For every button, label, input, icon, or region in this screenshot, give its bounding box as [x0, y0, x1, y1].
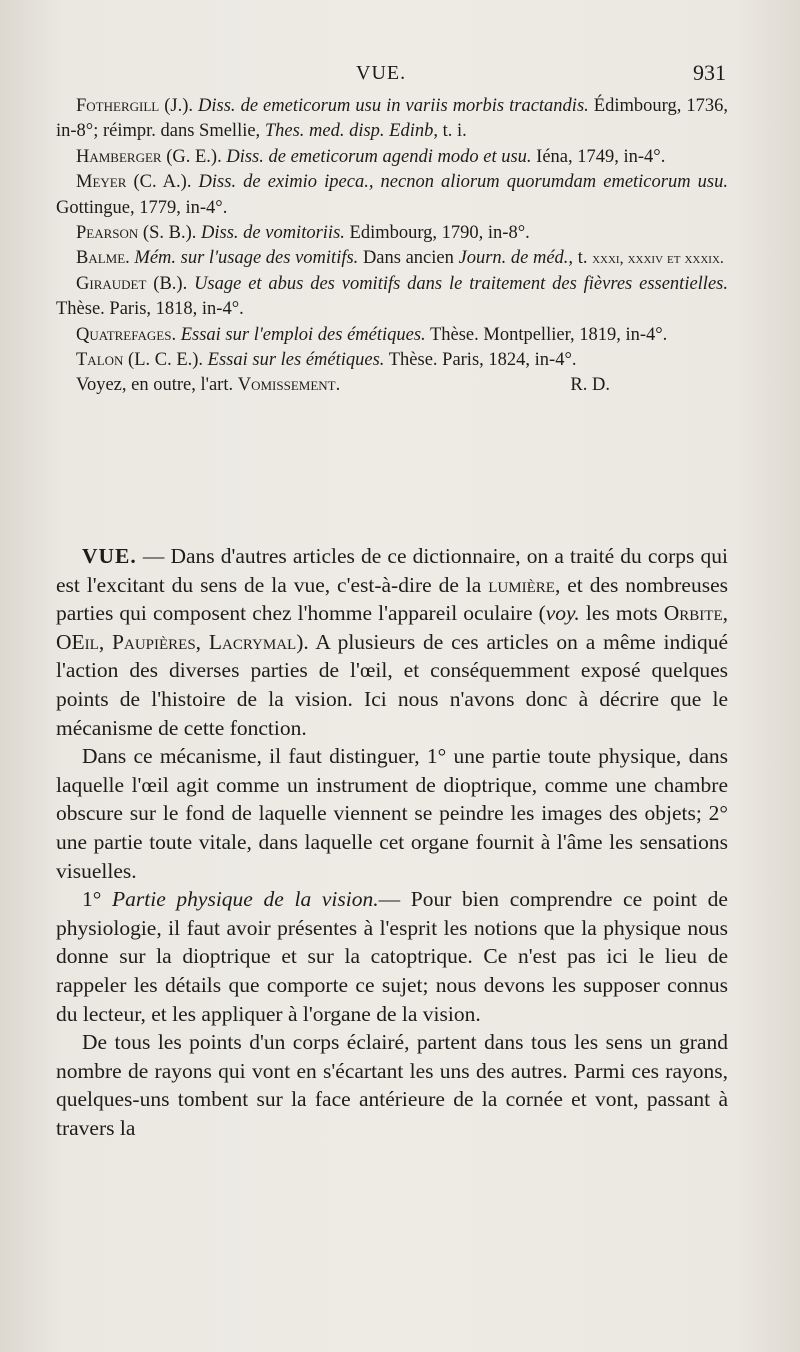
running-head: VUE. [356, 62, 407, 84]
biblio-title: Diss. de eximio ipeca., necnon aliorum quorumdam emeticorum usu. [198, 172, 728, 193]
crossref-intro: Voyez, en outre, l'art. [76, 375, 238, 396]
biblio-title: Mém. sur l'usage des vomitifs. [129, 248, 359, 269]
paragraph-text: — Pour bien comprendre ce point de physiologie, il faut avoir présentes à l'esprit les notions que la physique nous donne sur la dioptrique et sur la catoptrique. Ce n'est pas ici le lieu de rappeler les détails que comporte ce sujet; nous devons les supposer connus du lecteur, et les appliquer à l'organe de la vision. [56, 887, 728, 1026]
paragraph-text: , et des nombreuses parties qui composent chez l'homme l'appareil oculaire ( [56, 572, 728, 626]
article-paragraph-rays: De tous les points d'un corps éclairé, partent dans tous les sens un grand nombre de rayons qui vont en s'écartant les uns des autres. Parmi ces rayons, quelques-uns tombent sur la face antérieure de la cornée et vont, passant à travers la [56, 1030, 728, 1140]
biblio-initials: (B.). [146, 273, 195, 294]
article-headword: VUE. [82, 544, 137, 568]
section-number: 1° [82, 887, 113, 912]
biblio-details: Dans ancien [358, 248, 459, 269]
biblio-entry-giraudet [56, 272, 728, 323]
crossref-list: Orbite, OEil, Paupières, Lacrymal [56, 601, 728, 654]
biblio-author: Meyer [76, 172, 127, 193]
biblio-initials: (G. E.). [161, 146, 227, 167]
biblio-title: Essai sur les émétiques. [207, 350, 385, 371]
biblio-author: Giraudet [76, 273, 147, 294]
biblio-initials: (L. C. E.). [123, 350, 208, 371]
biblio-initials: (J.). [159, 96, 199, 116]
biblio-author: Quatrefages. [76, 324, 177, 345]
page-number: 931 [693, 60, 726, 85]
biblio-title-secondary: Thes. med. disp. Edinb [264, 121, 434, 142]
biblio-initials: (C. A.). [126, 172, 199, 193]
biblio-author: Pearson [76, 223, 139, 244]
biblio-title-secondary: Journ. de méd., [458, 248, 574, 269]
bibliography [56, 94, 728, 399]
biblio-details: , t. i. [433, 121, 467, 142]
biblio-details: Iéna, 1749, in-4°. [531, 146, 666, 167]
biblio-author: Talon [76, 350, 124, 371]
biblio-author: Balme. [76, 248, 130, 269]
biblio-author: Fothergill [76, 96, 160, 116]
biblio-title: Essai sur l'emploi des émétiques. [176, 324, 426, 345]
biblio-entry-meyer [56, 170, 728, 221]
section-heading: Partie physique de la vision. [112, 887, 379, 912]
article-paragraph-mechanism: Dans ce mécanisme, il faut distinguer, 1° une partie toute physique, dans laquelle l'œil agit comme un instrument de dioptrique, comme une chambre obscure sur le fond de laquelle viennent se peindre les images des objets; 2° une partie toute vitale, dans laquelle cet organe fournit à l'âme les sensations visuelles. [56, 744, 728, 883]
biblio-title: Diss. de emeticorum agendi modo et usu. [226, 146, 532, 167]
biblio-entry-pearson [56, 221, 728, 246]
biblio-initials: (S. B.). [138, 223, 201, 244]
biblio-details: Édimbourg, 1736, in-8°; réimpr. dans Smellie, [56, 96, 728, 142]
page-header [56, 58, 726, 88]
biblio-author: Hamberger [76, 146, 162, 167]
biblio-entry-fothergill [56, 94, 728, 145]
crossref-link: Vomissement. [237, 375, 341, 396]
paragraph-text: ). A plusieurs de ces articles on a même indiqué l'action des diverses parties de l'œil, et conséquemment exposé quelques points de l'histoire de la vision. Ici nous n'avons donc à décrire que le mécanisme de cette fonction. [56, 629, 728, 740]
biblio-entry-balme [56, 246, 728, 271]
voy-abbreviation: voy. [545, 601, 580, 626]
biblio-details: t. [573, 248, 593, 269]
biblio-title: Usage et abus des vomitifs dans le traitement des fièvres essentielles. [194, 273, 728, 294]
biblio-details: Gottingue, 1779, in-4°. [56, 197, 228, 218]
biblio-title: Diss. de emeticorum usu in variis morbis tractandis. [198, 96, 589, 116]
paragraph-text: — Dans d'autres articles de ce dictionnaire, on a traité du corps qui est l'excitant du sens de la vue, c'est-à-dire de la [56, 544, 728, 597]
biblio-crossref-line [56, 373, 728, 398]
biblio-details: Edimbourg, 1790, in-8°. [344, 223, 530, 244]
biblio-details: Thèse. Montpellier, 1819, in-4°. [425, 324, 668, 345]
article-paragraph-intro [56, 542, 728, 742]
crossref-lumiere: lumière [488, 572, 555, 597]
biblio-title: Diss. de vomitoriis. [201, 223, 345, 244]
biblio-volumes: xxxi, xxxiv et xxxix. [592, 250, 724, 268]
biblio-details: Thèse. Paris, 1818, in-4°. [56, 299, 244, 320]
biblio-entry-quatrefages [56, 323, 728, 348]
article-paragraph-physique [56, 885, 728, 1028]
biblio-entry-hamberger [56, 145, 728, 170]
paragraph-text: les mots [579, 601, 664, 626]
article-vue [56, 542, 728, 1142]
biblio-entry-talon [56, 348, 728, 373]
biblio-details: Thèse. Paris, 1824, in-4°. [384, 350, 577, 371]
author-signature: R. D. [570, 375, 610, 396]
